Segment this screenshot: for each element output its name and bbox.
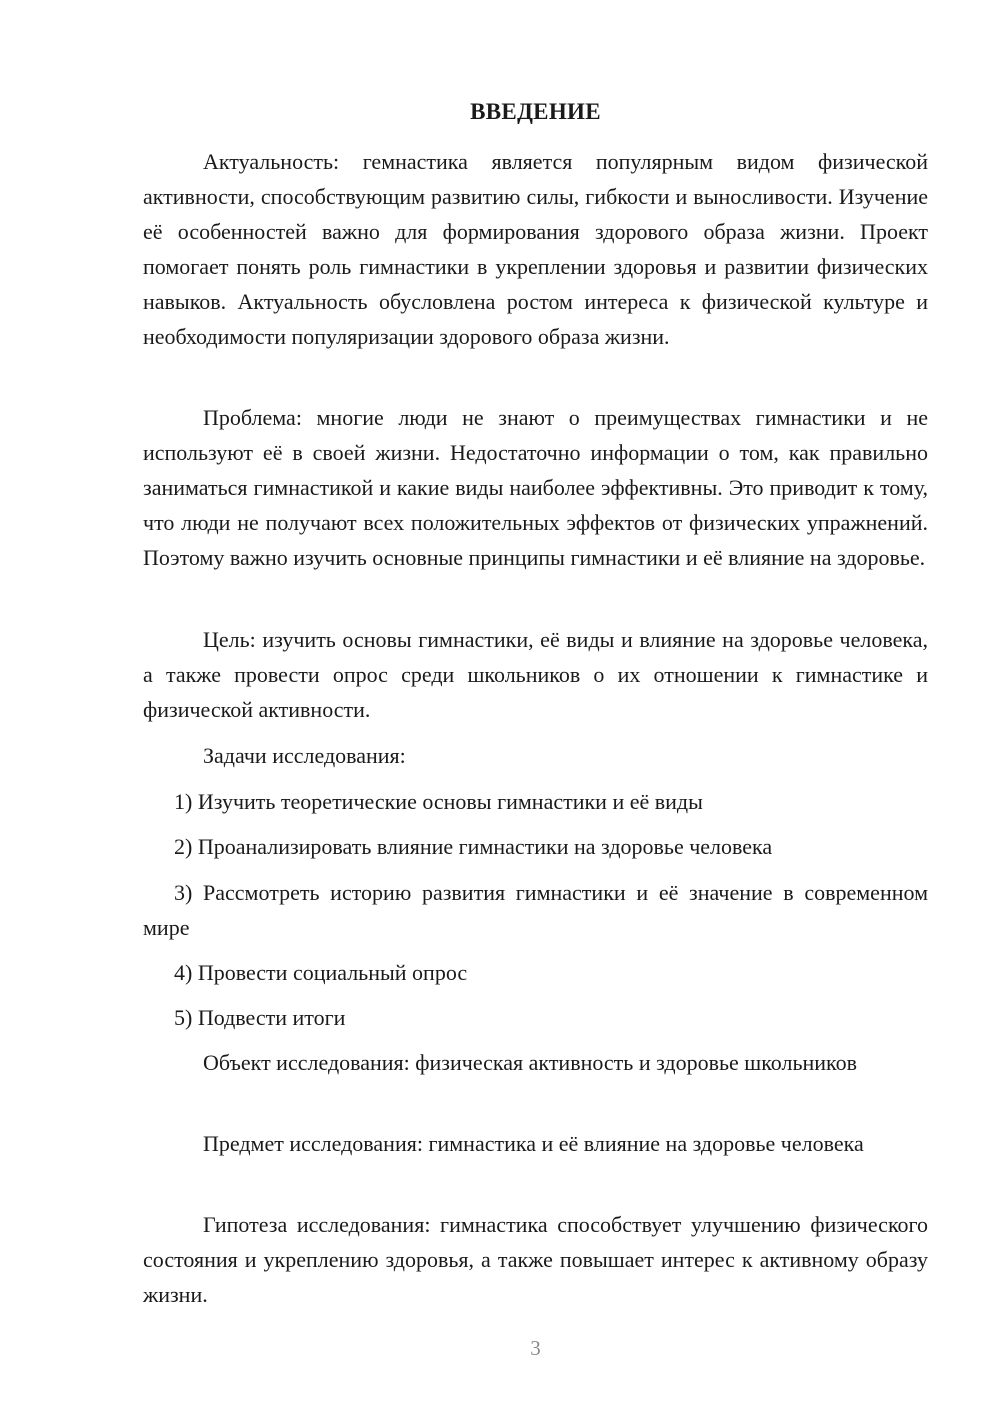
task-item-4: 4) Провести социальный опрос xyxy=(174,960,468,985)
object-paragraph: Объект исследования: физическая активность и здоровье школьников xyxy=(203,1050,858,1075)
task-item-2: 2) Проанализировать влияние гимнастики на здоровье человека xyxy=(174,834,773,859)
task-item-1: 1) Изучить теоретические основы гимнастики и её виды xyxy=(174,789,703,814)
task-item-3: 3) Рассмотреть историю развития гимнастики и её значение в современном мире xyxy=(143,880,928,940)
hypothesis-paragraph: Гипотеза исследования: гимнастика способствует улучшению физического состояния и укреплению здоровья, а также повышает интерес к активному образу жизни. xyxy=(143,1212,928,1307)
tasks-heading: Задачи исследования: xyxy=(203,743,406,768)
subject-paragraph: Предмет исследования: гимнастика и её влияние на здоровье человека xyxy=(203,1131,864,1156)
section-heading: ВВЕДЕНИЕ xyxy=(470,99,601,124)
relevance-paragraph: Актуальность: гемнастика является популярным видом физической активности, способствующим развитию силы, гибкости и выносливости. Изучение её особенностей важно для формирования здорового образа жизни. Проект помогает понять роль гимнастики в укреплении здоровья и развитии физических навыков. Актуальность обусловлена ростом интереса к физической культуре и необходимости популяризации здорового образа жизни. xyxy=(143,149,928,349)
problem-paragraph: Проблема: многие люди не знают о преимуществах гимнастики и не используют её в своей жизни. Недостаточно информации о том, как правильно заниматься гимнастикой и какие виды наиболее эффективны. Это приводит к тому, что люди не получают всех положительных эффектов от физических упражнений. Поэтому важно изучить основные принципы гимнастики и её влияние на здоровье. xyxy=(143,405,928,570)
document-page xyxy=(143,0,928,1414)
task-item-5: 5) Подвести итоги xyxy=(174,1005,346,1030)
page-number: 3 xyxy=(530,1336,541,1360)
goal-paragraph: Цель: изучить основы гимнастики, её виды и влияние на здоровье человека, а также провести опрос среди школьников о их отношении к гимнастике и физической активности. xyxy=(143,627,928,722)
